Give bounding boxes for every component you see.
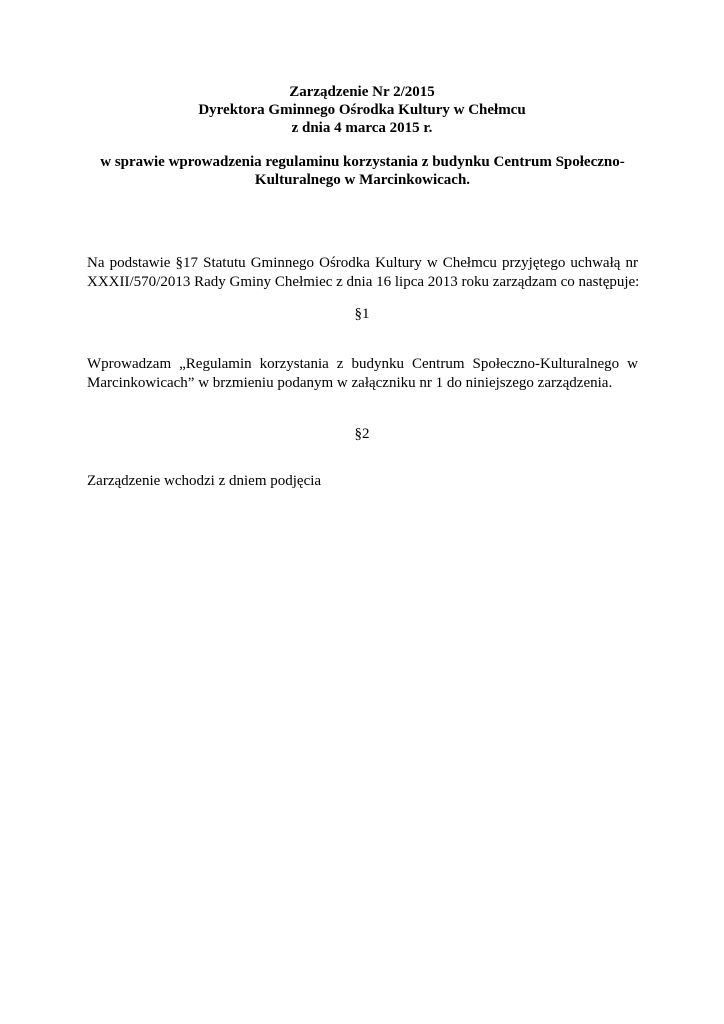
document-header [0, 83, 724, 137]
document-date: z dnia 4 marca 2015 r. [291, 120, 433, 136]
section-2-paragraph [87, 472, 638, 491]
section-1-line: Wprowadzam „Regulamin korzystania z budynku Centrum Społeczno-Kulturalnego w [87, 356, 638, 372]
section-2-line: Zarządzenie wchodzi z dniem podjęcia [87, 473, 322, 489]
section-1-line: Marcinkowicach” w brzmieniu podanym w załączniku nr 1 do niniejszego zarządzenia. [87, 375, 613, 391]
document-title: Zarządzenie Nr 2/2015 [289, 84, 435, 100]
preamble-line: XXXII/570/2013 Rady Gminy Chełmiec z dnia 16 lipca 2013 roku zarządzam co następuje: [87, 274, 640, 290]
section-2-mark: §2 [354, 426, 370, 442]
section-1-paragraph [87, 355, 638, 393]
preamble-line: Na podstawie §17 Statutu Gminnego Ośrodka Kultury w Chełmcu przyjętego uchwałą nr [87, 255, 638, 271]
subject-line: w sprawie wprowadzenia regulaminu korzystania z budynku Centrum Społeczno- [100, 154, 625, 170]
section-1-mark: §1 [354, 306, 370, 322]
document-subject [90, 153, 635, 189]
document-issuer: Dyrektora Gminnego Ośrodka Kultury w Chełmcu [198, 102, 526, 118]
preamble-paragraph [87, 254, 638, 292]
subject-line: Kulturalnego w Marcinkowicach. [254, 172, 471, 188]
